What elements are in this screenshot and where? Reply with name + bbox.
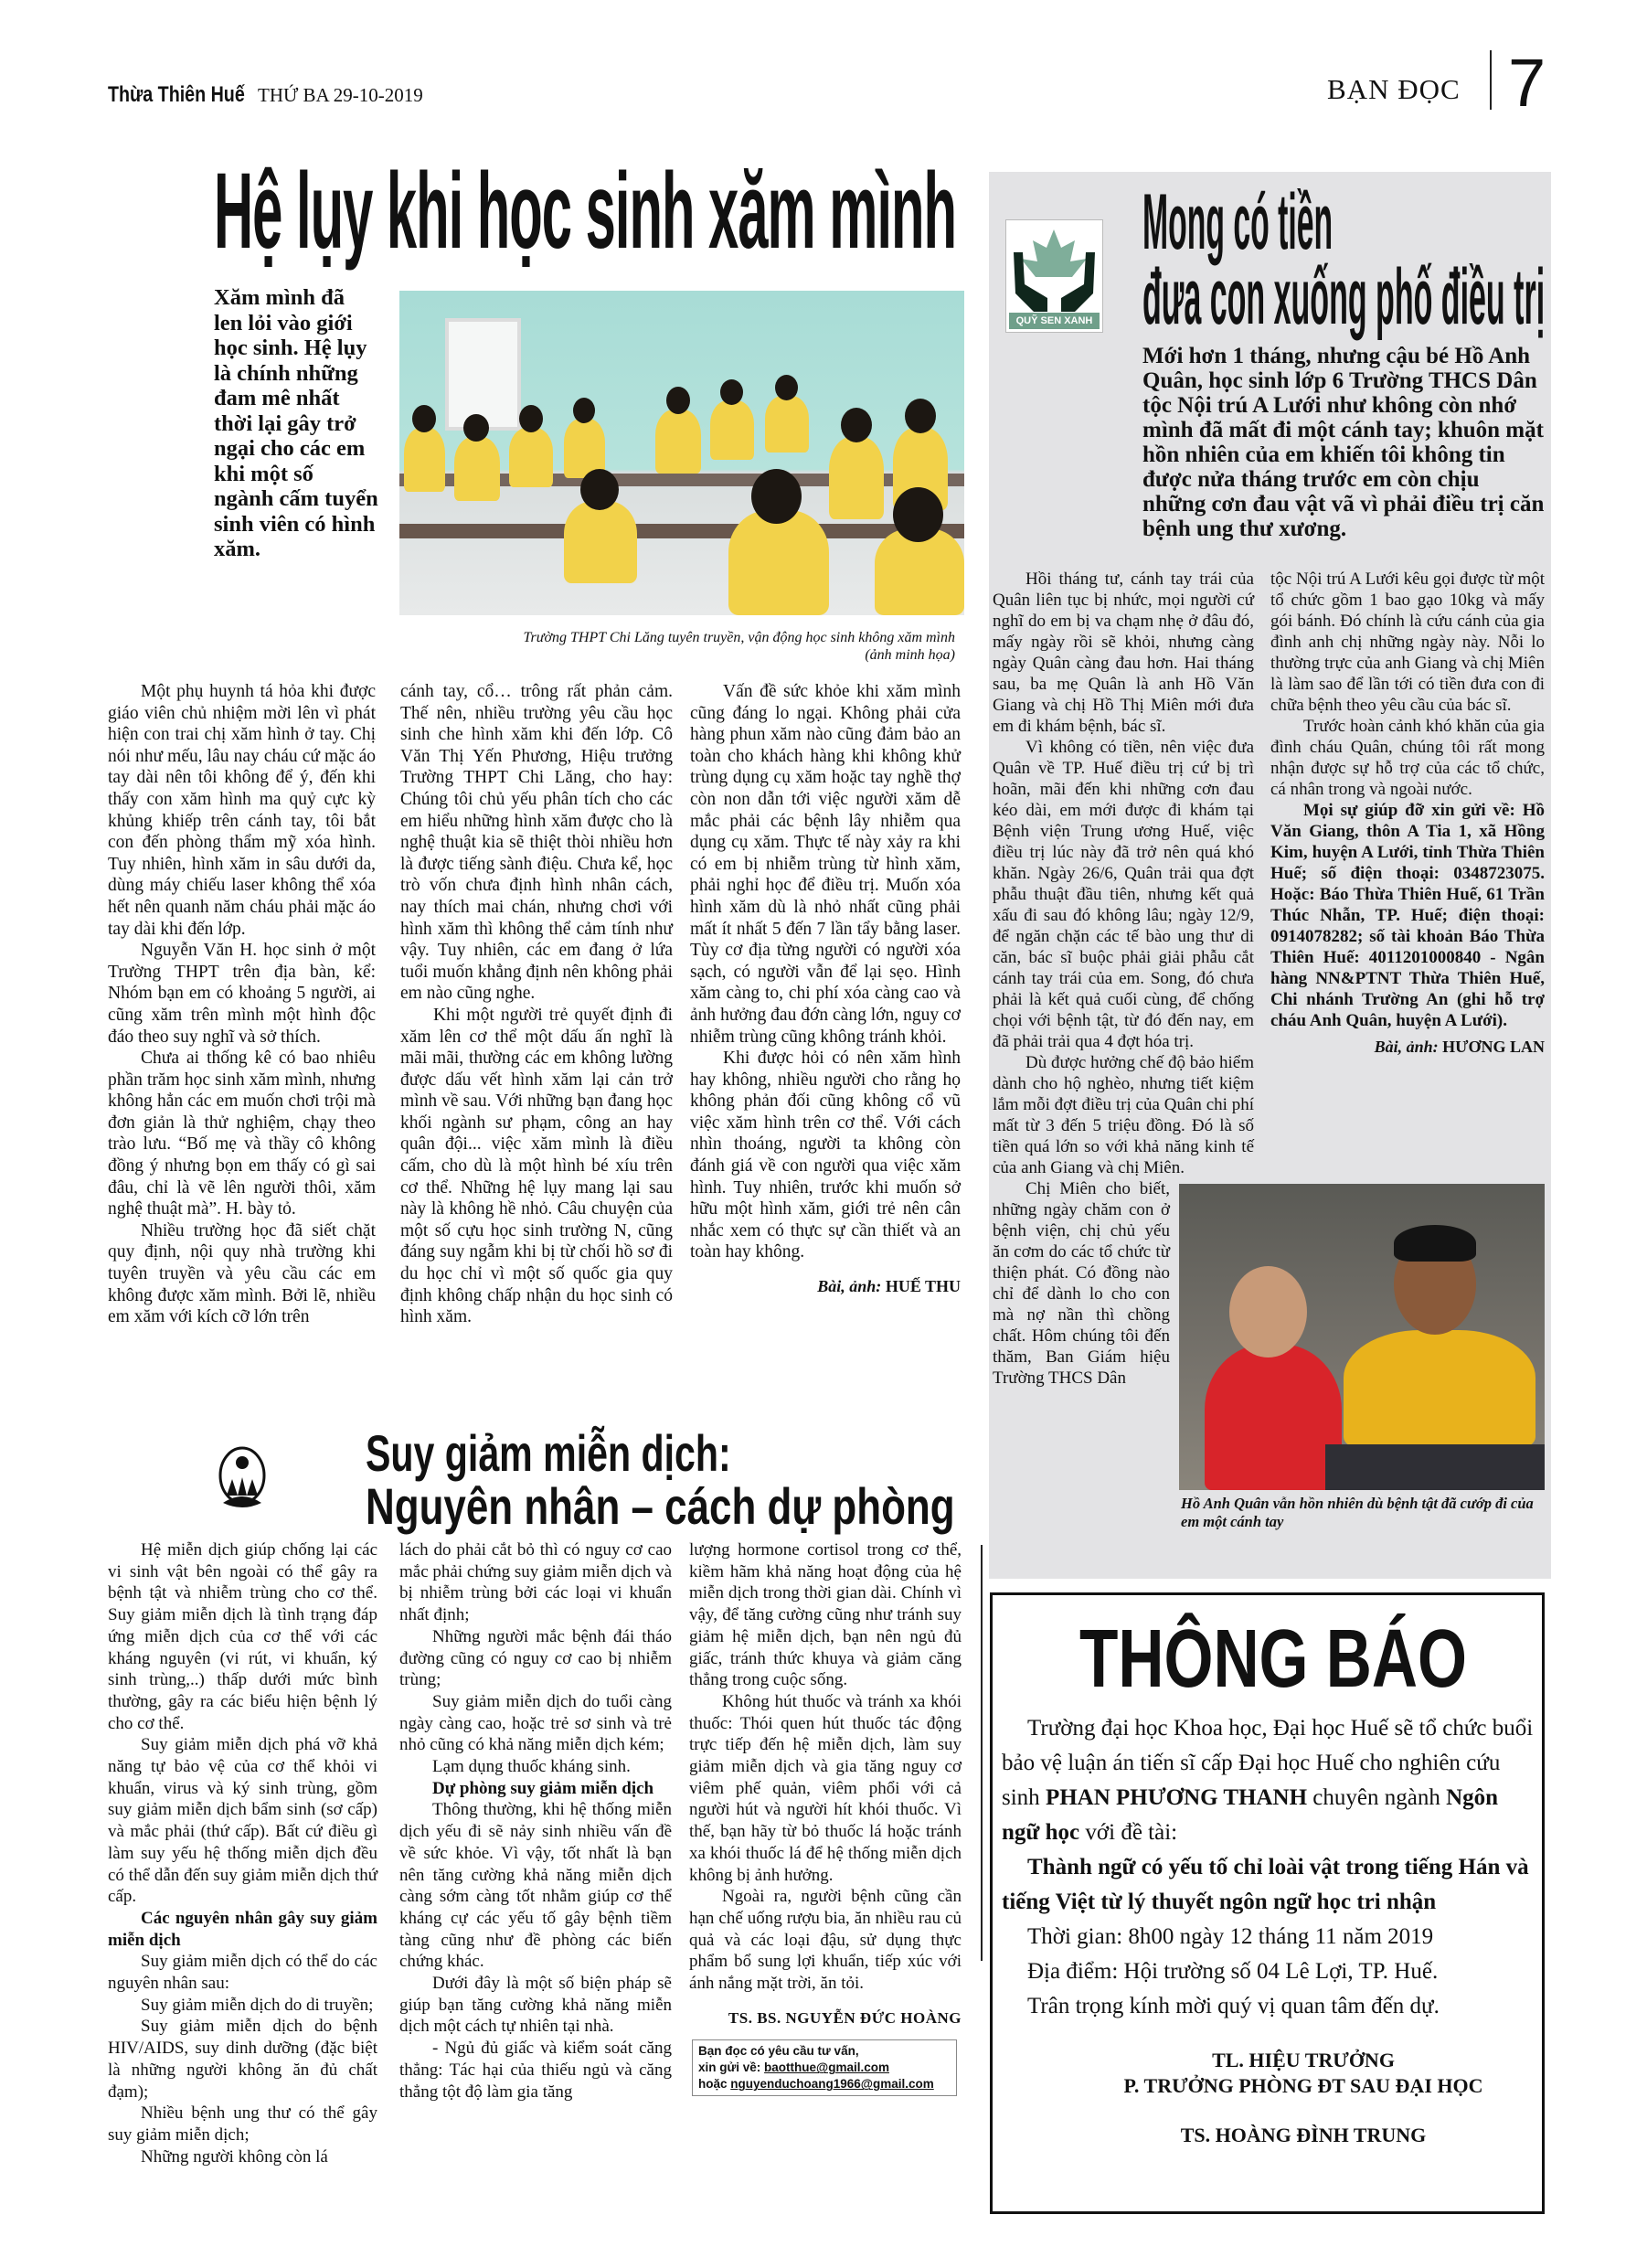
byline-name: HUẾ THU: [885, 1277, 961, 1296]
major-name: Ngôn ngữ học: [1002, 1785, 1499, 1845]
photo-caption: [399, 629, 955, 664]
notice-time: Thời gian: 8h00 ngày 12 tháng 11 năm 2019: [1027, 1924, 1434, 1949]
paragraph: lượng hormone cortisol trong cơ thể, kiềm hãm khả năng hoạt động của hệ miễn dịch trong thời gian dài. Chính vì vậy, để tăng cường cũng như tránh suy giảm hệ miễn dịch, bạn nên ngủ đủ giấc, tránh thức khuya và giảm căng thẳng trong cuộc sống.: [689, 1540, 962, 1690]
paragraph: Suy giảm miễn dịch do bệnh HIV/AIDS, suy dinh dưỡng (đặc biệt là những người không ăn đủ chất đạm);: [108, 2017, 377, 2102]
article3-column-3: [689, 1539, 962, 2096]
byline-name: HƯƠNG LAN: [1442, 1038, 1545, 1056]
paragraph: Hồi tháng tư, cánh tay trái của Quân liên tục bị nhức, mọi người cứ nghĩ do em bị va chạm nhẹ ở đâu đó, mấy ngày rồi sẽ khỏi, nhưng càng ngày Quân càng đau hơn. Hai tháng sau, ba mẹ Quân là anh Hồ Văn Giang và chị Hồ Thị Miên mới đưa em đi khám bệnh, bác sĩ.: [993, 570, 1254, 736]
section-name: BẠN ĐỌC: [1327, 73, 1461, 105]
paragraph: lách do phải cắt bỏ thì có nguy cơ cao mắc phải chứng suy giảm miễn dịch và bị nhiễm trùng bởi các loại vi khuẩn nhất định;: [399, 1540, 672, 1625]
logo-label: [214, 1439, 215, 1440]
caption-text: Trường THPT Chi Lăng tuyên truyền, vận động học sinh không xăm mình: [523, 630, 955, 645]
email-link-2[interactable]: nguyenduchoang1966@gmail.com: [730, 2077, 934, 2092]
paragraph: Vì không có tiền, nên việc đưa Quân về TP. Huế điều trị cứ bị trì hoãn, mãi đến khi những cơn đau kéo dài, em mới được đi khám tại Bệnh viện Trung ương Huế, việc điều trị lúc này đã trở nên quá khó khăn. Ngày 26/6, Quân trải qua đợt phẫu thuật đầu tiên, nhưng kết quả xấu đi sau đó không lâu; ngày 12/9, để ngăn chặn các tế bào ung thư di căn, bác sĩ buộc phải giải phẫu cắt cánh tay trái của em. Song, đó chưa phải là kết quả cuối cùng, để chống chọi với bệnh tật, từ đó đến nay, em đã phải trải qua 4 đợt hóa trị.: [993, 738, 1254, 1051]
paragraph: Dù được hưởng chế độ bảo hiểm dành cho hộ nghèo, nhưng tiết kiệm lắm mỗi đợt điều trị của Quân chi phí mất từ 3 đến 5 triệu đồng. Đó là số tiền quá lớn so với khả năng kinh tế của anh Giang và chị Miên.: [993, 1053, 1254, 1177]
article-lede: Xăm mình đã len lỏi vào giới học sinh. Hệ lụy là chính những đam mê nhất thời lại gây trở ngại cho các em khi một số ngành cấm tuyển sinh viên có hình xăm.: [214, 285, 378, 561]
article1-byline: [690, 1276, 961, 1298]
paragraph: Những người không còn lá: [141, 2146, 328, 2167]
health-column-logo: [214, 1439, 271, 1510]
contact-line-3: hoặc: [698, 2077, 731, 2092]
paragraph: Suy giảm miễn dịch có thể do các nguyên nhân sau:: [108, 1952, 377, 1994]
paragraph: Một phụ huynh tá hỏa khi được giáo viên chủ nhiệm mời lên vì phát hiện con trai chị xăm hình ở tay. Chị nói như mếu, lâu nay cháu cứ mặc áo tay dài nên tôi không để ý, đến khi thấy con xăm hình ma quỷ cực kỳ khủng khiếp trên cánh tay, tôi bắt con đến phòng thẩm mỹ xóa hình. Tuy nhiên, hình xăm in sâu dưới da, dùng máy chiếu laser không thể xóa hết nên quanh năm cháu phải mặc áo tay dài khi đến lớp.: [108, 682, 376, 939]
notice-box: [990, 1592, 1545, 2214]
article-lede: Mới hơn 1 tháng, nhưng cậu bé Hồ Anh Quân, học sinh lớp 6 Trường THCS Dân tộc Nội trú A Lưới như không còn nhớ mình đã mất đi một cánh tay; khuôn mặt hồn nhiên của em khiến tôi không tin được nửa tháng trước em còn chịu những cơn đau vật vã vì phải điều trị căn bệnh ung thư xương.: [1142, 344, 1545, 541]
subheading: Các nguyên nhân gây suy giảm miễn dịch: [108, 1908, 377, 1950]
paragraph: cánh tay, cổ… trông rất phản cảm. Thế nên, nhiều trường yêu cầu học sinh che hình xăm khi đến lớp. Cô Văn Thị Yến Phương, Hiệu trưởng Trường THPT Chi Lăng, cho hay: Chúng tôi chủ yếu phân tích cho các em hiểu những hình xăm được cho là nghệ thuật kia sẽ thiệt thòi nhiều hơn là được tiếng sành điệu. Chưa kể, học trò vốn chưa định hình nhân cách, nay thích mai chán, nhưng chơi với hình xăm thì không thể cảm tính như vậy. Tuy nhiên, các em đang ở lứa tuổi muốn khẳng định nên không phải em nào cũng nghe.: [400, 682, 673, 1004]
paragraph: Lạm dụng thuốc kháng sinh.: [432, 1757, 631, 1777]
paragraph: Chị Miên cho biết, những ngày chăm con ở bệnh viện, chị chủ yếu ăn cơm do các tổ chức từ thiện phát. Có đồng nào chỉ để dành lo cho con mà nợ nần thì chồng chất. Hôm chúng tôi đến thăm, Ban Giám hiệu Trường THCS Dân: [993, 1179, 1170, 1388]
sign-line-2: P. TRƯỞNG PHÒNG ĐT SAU ĐẠI HỌC: [1123, 2074, 1483, 2097]
article-title-line-1: Mong có tiền: [1142, 178, 1334, 266]
email-link-1[interactable]: baotthue@gmail.com: [764, 2060, 889, 2075]
article-title-line-1: Suy giảm miễn dịch:: [366, 1424, 731, 1482]
notice-title: THÔNG BÁO: [1079, 1613, 1467, 1705]
article3-column-2: [399, 1539, 672, 2103]
article2-column-2: [1270, 569, 1545, 1058]
contact-box: [692, 2039, 957, 2096]
paragraph: Hệ miễn dịch giúp chống lại các vi sinh vật bên ngoài có thể gây ra bệnh tật và nhiễm trùng cho cơ thể. Suy giảm miễn dịch là tình trạng đáp ứng miễn dịch của cơ thể với các kháng nguyên (vi rút, vi khuẩn, ký sinh trùng,..) thấp dưới mức bình thường, gây ra các biểu hiện bệnh lý cho cơ thể.: [108, 1540, 377, 1733]
family-sun-icon: [214, 1439, 271, 1510]
paragraph: Khi một người trẻ quyết định đi xăm lên cơ thể một dấu ấn nghĩ là mãi mãi, thường các em không lường được dấu vết hình xăm lại cản trở mình về sau. Với những bạn đang học khối ngành sư phạm, công an hay quân đội... việc xăm mình là điều cấm, cho dù là một hình bé xíu trên cơ thể. Những hệ lụy mang lại sau này là không hề nhỏ. Câu chuyện của một số cựu học sinh trường N, cũng đáng suy ngẫm khi bị từ chối hồ sơ đi du học chỉ vì một số quốc gia quy định không chấp nhận du học sinh có hình xăm.: [400, 1005, 673, 1327]
article3-author: TS. BS. NGUYỄN ĐỨC HOÀNG: [728, 2008, 962, 2027]
newspaper-name: Thừa Thiên Huế: [108, 82, 245, 107]
subheading: Dự phòng suy giảm miễn dịch: [432, 1778, 654, 1798]
subheading: Mọi sự giúp đỡ xin gửi về: Hồ Văn Giang, thôn A Tia 1, xã Hồng Kim, huyện A Lưới, tỉnh Thừa Thiên Huế; số điện thoại: 0348723075. Hoặc: Báo Thừa Thiên Huế, 61 Trần Thúc Nhẫn, TP. Huế; điện thoại: 0914078282; số tài khoản Báo Thừa Thiên Huế: 4011201000840 - Ngân hàng NN&PTNT Thừa Thiên Huế, Chi nhánh Trường An (ghi hỗ trợ cháu Anh Quân, huyện A Lưới).: [1270, 801, 1545, 1030]
article3-column-3-text: [689, 1539, 962, 1995]
paragraph: Không hút thuốc và tránh xa khói thuốc: Thói quen hút thuốc tác động trực tiếp đến hệ miễn dịch, làm suy giảm miễn dịch và gia tăng nguy cơ viêm phế quản, viêm phổi với cả người hút và người hít khói thuốc. Vì thế, bạn hãy từ bỏ thuốc lá hoặc tránh xa khói thuốc lá để hệ thống miễn dịch không bị ảnh hưởng.: [689, 1691, 962, 1885]
column-divider: [981, 1545, 983, 1961]
paragraph: Nguyễn Văn H. học sinh ở một Trường THPT trên địa bàn, kể: Nhóm bạn em có khoảng 5 người, ai cũng xăm trên mình một hình độc đáo theo suy nghĩ và sở thích.: [108, 941, 376, 1047]
thesis-topic: Thành ngữ có yếu tố chỉ loài vật trong tiếng Hán và tiếng Việt từ lý thuyết ngôn ngữ học tri nhận: [1002, 1855, 1529, 1914]
paragraph: Nhiều bệnh ung thư có thể gây suy giảm miễn dịch;: [108, 2103, 377, 2145]
logo-label: QUỸ SEN XANH: [1009, 313, 1100, 329]
paragraph: Dưới đây là một số biện pháp sẽ giúp bạn tăng cường khả năng miễn dịch một cách tự nhiên tại nhà.: [399, 1974, 672, 2037]
byline-label: Bài, ảnh:: [817, 1277, 882, 1296]
sign-line-1: TL. HIỆU TRƯỞNG: [1212, 2049, 1395, 2071]
notice-intro-3: với đề tài:: [1079, 1820, 1178, 1845]
paragraph: Những người mắc bệnh đái tháo đường cũng có nguy cơ cao bị nhiễm trùng;: [399, 1626, 672, 1690]
caption-note: (ảnh minh họa): [865, 647, 955, 663]
paragraph: - Ngủ đủ giấc và kiểm soát căng thẳng: Tác hại của thiếu ngủ và căng thẳng tột độ làm gia tăng: [399, 2039, 672, 2102]
page-number: 7: [1508, 45, 1546, 121]
patient-photo-caption: Hồ Anh Quân vẫn hồn nhiên dù bệnh tật đã cướp đi của em một cánh tay: [1181, 1495, 1534, 1530]
article3-column-1: [108, 1539, 377, 2167]
notice-intro-2: chuyên ngành: [1307, 1785, 1447, 1810]
paragraph: Trước hoàn cảnh khó khăn của gia đình cháu Quân, chúng tôi rất mong nhận được sự hỗ trợ của các tổ chức, cá nhân trong và ngoài nước.: [1270, 717, 1545, 799]
quy-sen-xanh-logo: [1005, 219, 1103, 333]
notice-invite: Trân trọng kính mời quý vị quan tâm đến dự.: [1027, 1994, 1440, 2018]
article-title-line-2: đưa con xuống phố điều trị: [1142, 253, 1546, 341]
issue-date: THỨ BA 29-10-2019: [258, 84, 423, 106]
signer-name: TS. HOÀNG ĐÌNH TRUNG: [1180, 2124, 1427, 2146]
paragraph: Nhiều trường học đã siết chặt quy định, nội quy nhà trường khi tuyên truyền và yêu cầu các em không được xăm mình. Bởi lẽ, nhiều em xăm với kích cỡ lớn trên: [108, 1220, 376, 1327]
article1-column-3-text: [690, 681, 961, 1263]
contact-line-2: xin gửi về:: [698, 2060, 765, 2075]
article2-column-2-text: [1270, 569, 1545, 1031]
article-title-line-2: Nguyên nhân – cách dự phòng: [366, 1477, 955, 1535]
notice-signature: [1084, 2048, 1523, 2148]
paragraph: Chưa ai thống kê có bao nhiêu phần trăm học sinh xăm mình, nhưng không hẳn các em muốn chơi trội mà đơn giản là thử nghiệm, chạy theo trào lưu. “Bố mẹ và thầy cô không đồng ý nhưng bọn em thấy có gì sai đâu, chỉ là vẽ lên người thôi, xăm nghệ thuật mà”. H. bày tỏ.: [108, 1049, 376, 1219]
paragraph: Suy giảm miễn dịch do di truyền;: [141, 1995, 374, 2015]
paragraph: Suy giảm miễn dịch do tuổi càng ngày càng cao, hoặc trẻ sơ sinh và trẻ nhỏ cũng có khả năng miễn dịch kém;: [399, 1691, 672, 1755]
article1-column-3: [690, 681, 961, 1298]
classroom-photo: [399, 291, 964, 615]
page-header: [0, 0, 1647, 128]
paragraph: Thông thường, khi hệ thống miễn dịch yếu đi sẽ nảy sinh nhiều vấn đề về sức khỏe. Vì vậy, tốt nhất là bạn nên tăng cường khả năng miễn dịch càng sớm càng tốt nhằm giúp cơ thể kháng cự các yếu tố gây bệnh tiềm tàng cũng như đề phòng các biến chứng khác.: [399, 1800, 672, 1972]
notice-body: [1002, 1711, 1534, 2024]
lotus-hands-icon: [1006, 220, 1102, 312]
article1-column-2: [400, 681, 673, 1328]
candidate-name: PHAN PHƯƠNG THANH: [1045, 1785, 1308, 1810]
paragraph: Khi được hỏi có nên xăm hình hay không, nhiều người cho rằng họ không phản đối cũng không cổ vũ việc xăm hình trên cơ thể. Với cách nhìn thoáng, người ta không còn đánh giá về con người qua việc xăm hình. Tuy nhiên, trước khi muốn sở hữu một hình xăm, giới trẻ nên cân nhắc xem có thực sự cần thiết và an toàn hay không.: [690, 1049, 961, 1262]
article1-column-1: [108, 681, 376, 1328]
contact-line-1: Bạn đọc có yêu cầu tư vấn,: [698, 2044, 859, 2059]
paragraph: tộc Nội trú A Lưới kêu gọi được từ một tổ chức gồm 1 bao gạo 10kg và mấy gói bánh. Đó chính là cứu cánh của gia đình anh chị những ngày này. Nỗi lo thường trực của anh Giang và chị Miên là làm sao để lần tới có tiền đưa con đi chữa bệnh theo yêu cầu của bác sĩ.: [1270, 570, 1545, 715]
header-divider: [1490, 50, 1492, 110]
patient-photo: [1179, 1184, 1545, 1490]
notice-intro-1: Trường đại học Khoa học, Đại học Huế sẽ tổ chức buổi bảo vệ luận án tiến sĩ cấp Đại học Huế cho nghiên cứu sinh: [1002, 1716, 1534, 1810]
paragraph: Vấn đề sức khỏe khi xăm mình cũng đáng lo ngại. Không phải cửa hàng phun xăm nào cũng đảm bảo an toàn cho khách hàng khi không khử trùng dụng cụ xăm hoặc tay nghề thợ còn non dẫn tới việc người xăm dễ mắc phải các bệnh lây nhiễm qua dụng cụ xăm. Thực tế này xảy ra khi có em bị nhiễm trùng từ hình xăm, phải nghỉ học để điều trị. Muốn xóa hình xăm dù là nhỏ nhất cũng phải mất ít nhất 5 đến 7 lần tẩy bằng laser. Tùy cơ địa từng người có người xóa sạch, có người vẫn để lại sẹo. Hình xăm càng to, chi phí xóa càng cao và ảnh hưởng đau đớn càng lớn, nguy cơ nhiễm trùng cũng không tránh khỏi.: [690, 682, 961, 1047]
byline-label: Bài, ảnh:: [1374, 1038, 1439, 1056]
paragraph: Suy giảm miễn dịch phá vỡ khả năng tự bảo vệ của cơ thể khỏi vi khuẩn, virus và ký sinh trùng, gồm suy giảm miễn dịch bẩm sinh (sơ cấp) và mắc phải (thứ cấp). Bất cứ điều gì làm suy yếu hệ thống miễn dịch đều có thể dẫn đến suy giảm miễn dịch thứ cấp.: [108, 1735, 377, 1907]
article-title: Hệ lụy khi học sinh xăm mình: [214, 151, 956, 272]
paragraph: Ngoài ra, người bệnh cũng cần hạn chế uống rượu bia, ăn nhiều rau củ quả và các loại đậu, sử dụng thực phẩm bổ sung lợi khuẩn, tiếp xúc với ánh nắng mặt trời, ăn tỏi.: [689, 1887, 962, 1994]
notice-place: Địa điểm: Hội trường số 04 Lê Lợi, TP. Huế.: [1027, 1959, 1439, 1984]
article2-byline: [1270, 1037, 1545, 1058]
